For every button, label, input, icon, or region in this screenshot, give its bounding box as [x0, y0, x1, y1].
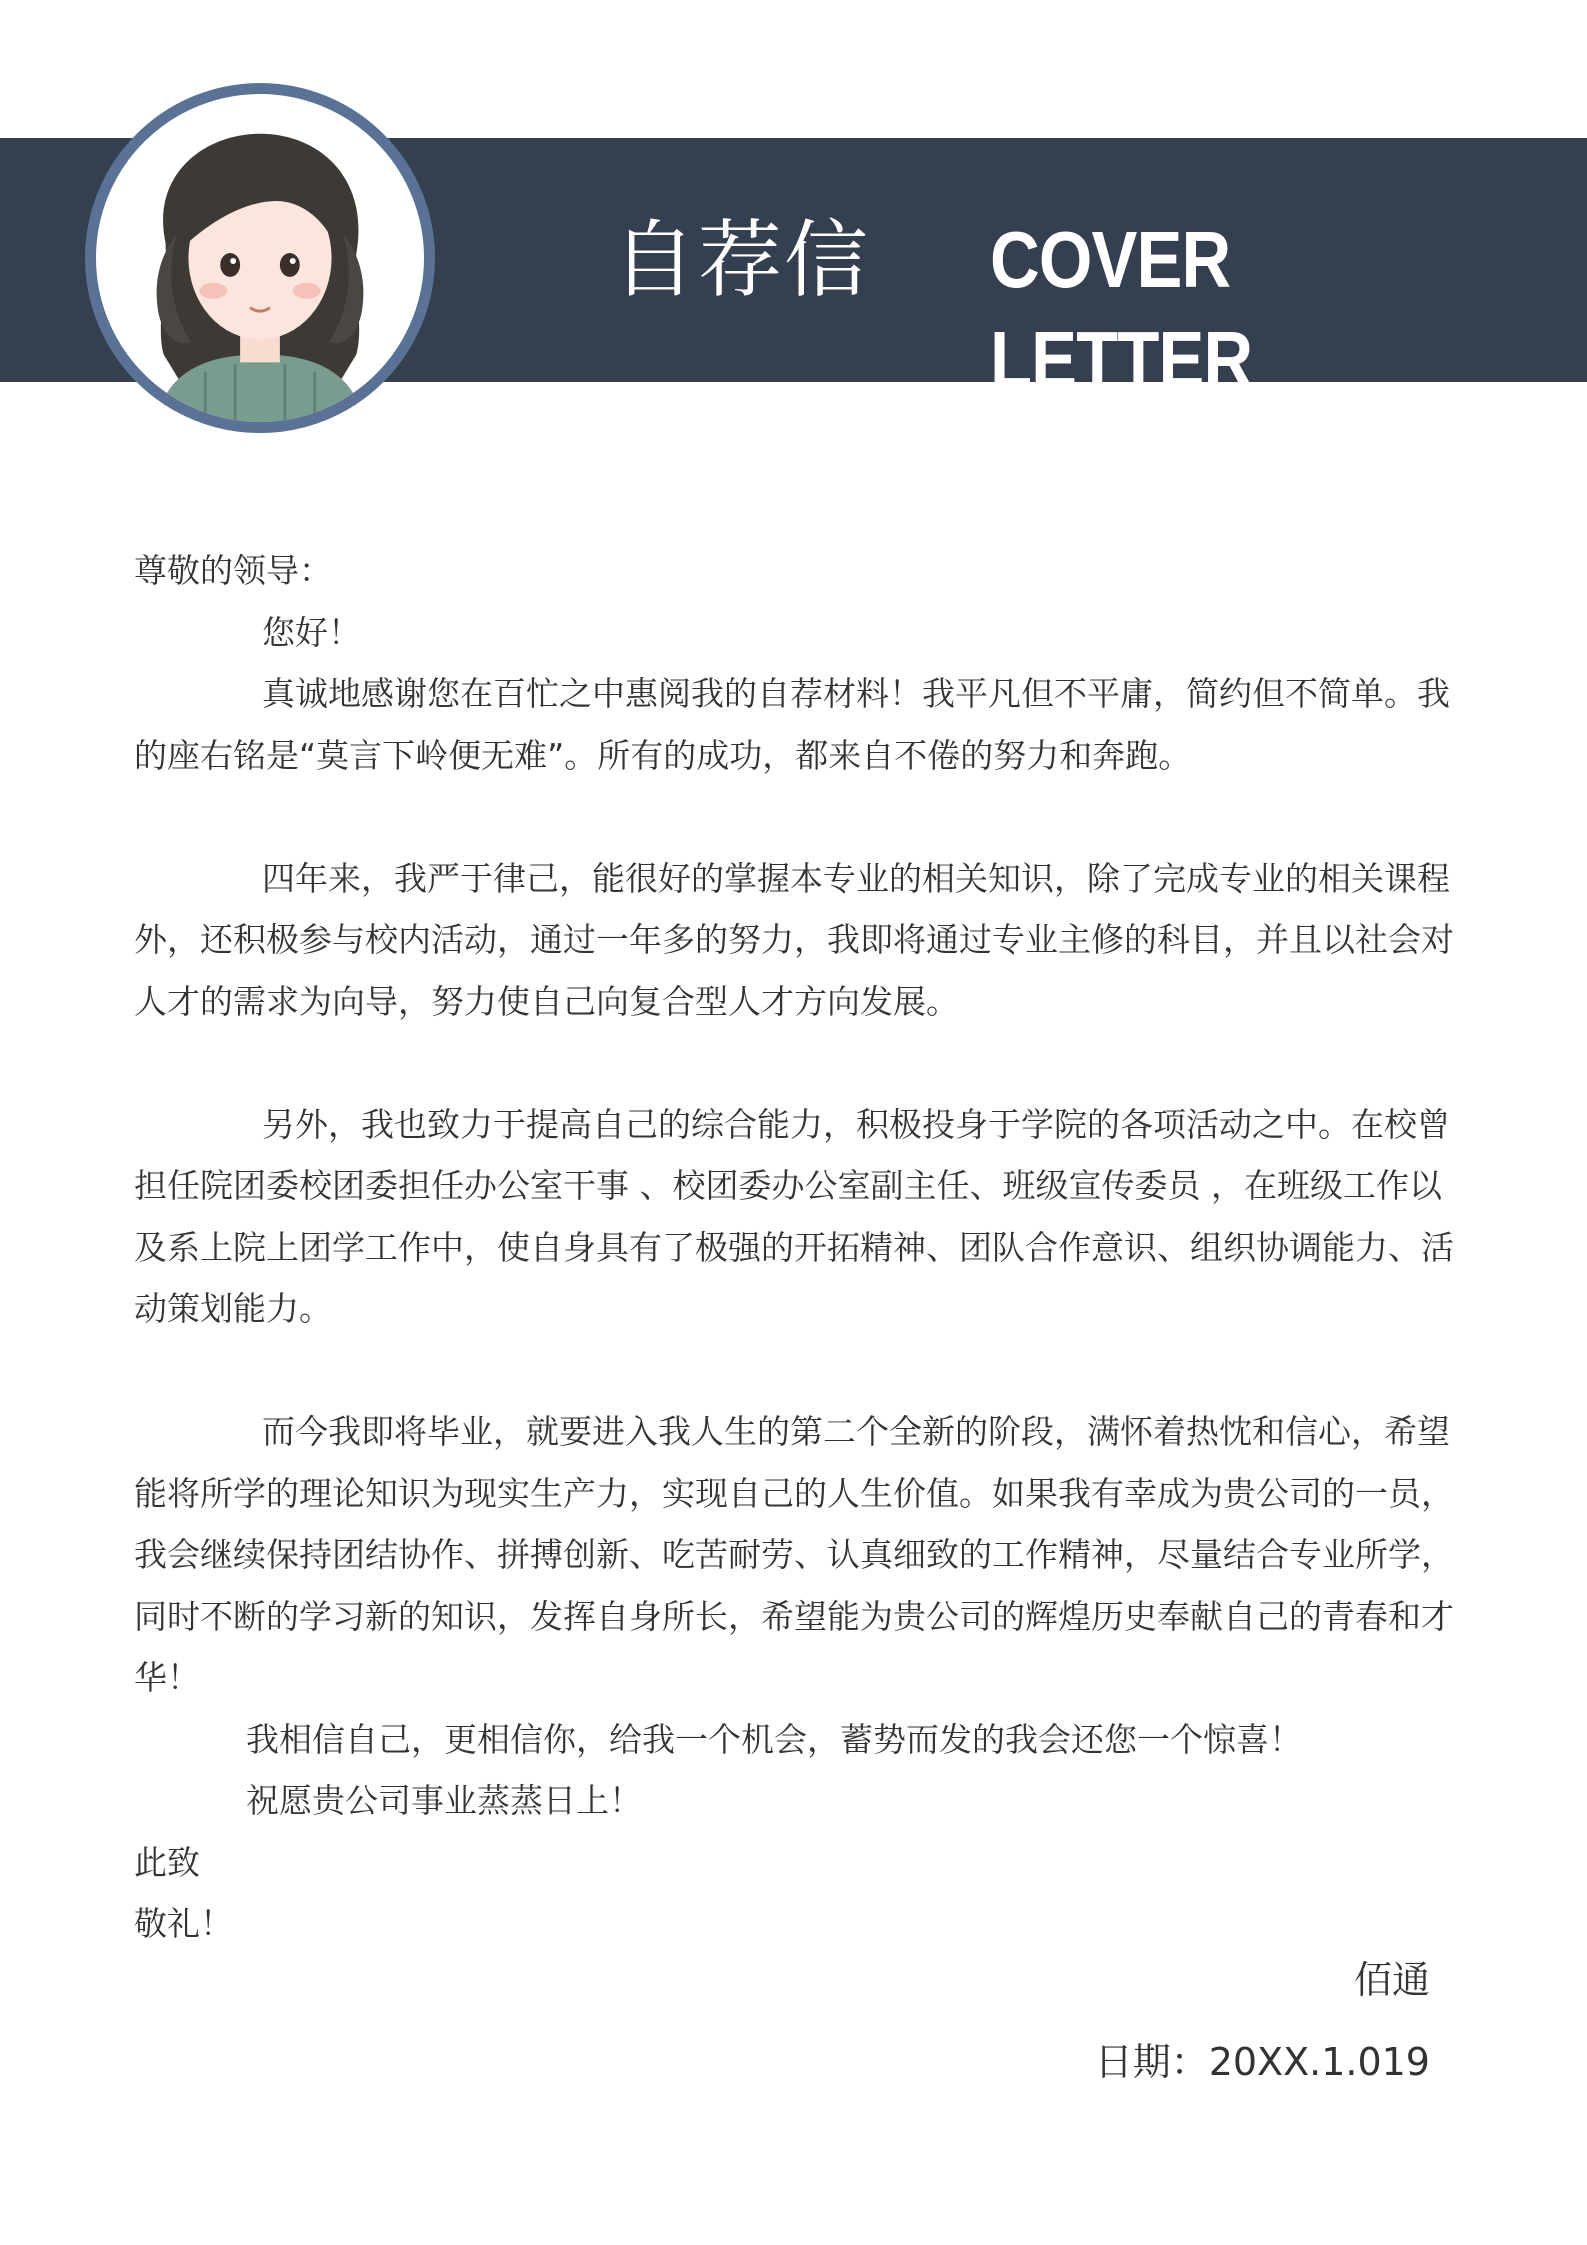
paragraph: 真诚地感谢您在百忙之中惠阅我的自荐材料！我平凡但不平庸，简约但不简单。我的座右铭是“莫言下岭便无难”。所有的成功，都来自不倦的努力和奔跑。: [134, 674, 1450, 775]
paragraph: 另外，我也致力于提高自己的综合能力，积极投身于学院的各项活动之中。在校曾担任院团委校团委担任办公室干事 、校团委办公室副主任、班级宣传委员 ，在班级工作以及系上院上团学工作中，使自身具有了极强的开拓精神、团队合作意识、组织协调能力、活动策划能力。: [134, 1104, 1454, 1328]
sign-off: 此致: [134, 1842, 200, 1882]
avatar: [85, 83, 435, 433]
signature-date: 日期：20XX.1.019: [1094, 2040, 1430, 2084]
greeting: 您好！: [262, 612, 361, 652]
paragraph: 四年来，我严于律己，能很好的掌握本专业的相关知识，除了完成专业的相关课程外，还积极参与校内活动，通过一年多的努力，我即将通过专业主修的科目，并且以社会对人才的需求为向导，努力使自己向复合型人才方向发展。: [134, 858, 1454, 1021]
girl-portrait-icon: [96, 94, 424, 422]
page-title-cn: 自荐信: [612, 211, 871, 309]
signature-block: [1095, 1945, 1430, 2097]
page-title-en: COVER LETTER: [990, 215, 1253, 404]
signature-name: 佰通: [1353, 1958, 1430, 2002]
letter-body: [134, 540, 1454, 1955]
salutation: 尊敬的领导：: [134, 551, 332, 590]
closing-line: 我相信自己，更相信你，给我一个机会，蓄势而发的我会还您一个惊喜！: [246, 1719, 1302, 1759]
sign-off: 敬礼！: [134, 1904, 233, 1943]
closing-line: 祝愿贵公司事业蒸蒸日上！: [246, 1781, 642, 1820]
paragraph: 而今我即将毕业，就要进入我人生的第二个全新的阶段，满怀着热忱和信心，希望能将所学的理论知识为现实生产力，实现自己的人生价值。如果我有幸成为贵公司的一员，我会继续保持团结协作、拼搏创新、吃苦耐劳、认真细致的工作精神，尽量结合专业所学，同时不断的学习新的知识，发挥自身所长，希望能为贵公司的辉煌历史奉献自己的青春和才华！: [134, 1412, 1454, 1697]
